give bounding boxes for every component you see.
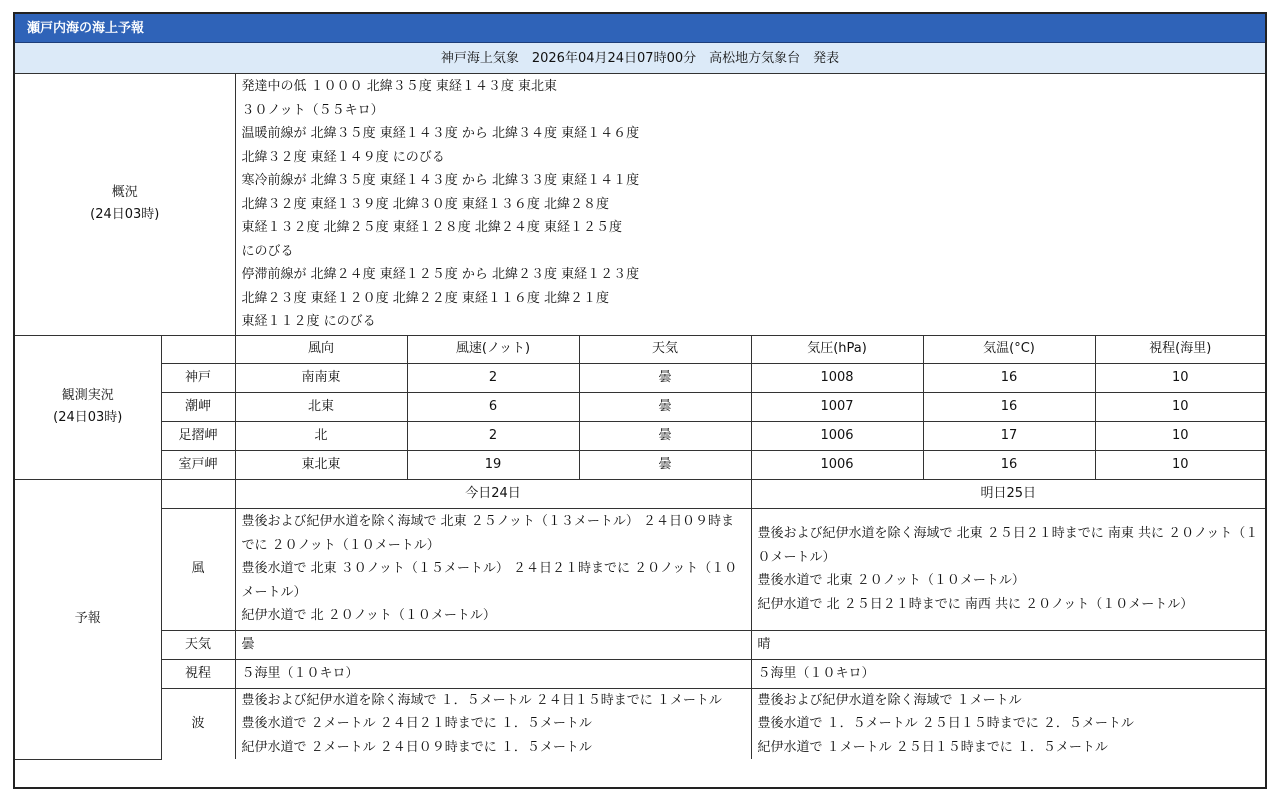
cell-temperature: 17: [923, 421, 1095, 450]
overview-text: [235, 74, 1265, 335]
wave-tomorrow-line: 豊後および紀伊水道を除く海域で １メートル: [757, 692, 1022, 708]
issue-info: 神戸海上気象 2026年04月24日07時00分 高松地方気象台 発表: [15, 43, 1265, 74]
wave-today-line: 豊後および紀伊水道を除く海域で １．５メートル ２４日１５時までに １メートル: [241, 692, 722, 708]
cell-weather: 曇: [579, 450, 751, 479]
col-header-wind-dir: 風向: [235, 335, 407, 363]
panel-title: 瀬戸内海の海上予報: [15, 14, 1265, 43]
cell-pressure: 1006: [751, 421, 923, 450]
cell-visibility: 10: [1095, 392, 1265, 421]
overview-line: にのびる: [241, 243, 294, 259]
col-header-temperature: 気温(°C): [923, 335, 1095, 363]
forecast-header-row: [15, 479, 1265, 508]
wind-label: 風: [161, 508, 235, 630]
cell-wind-dir: 北: [235, 421, 407, 450]
visibility-tomorrow: ５海里（１０キロ）: [751, 659, 1265, 688]
overview-line: 寒冷前線が 北緯３５度 東経１４３度 から 北緯３３度 東経１４１度: [241, 173, 640, 188]
col-header-pressure: 気圧(hPa): [751, 335, 923, 363]
wind-today-line: 豊後および紀伊水道を除く海域で 北東 ２５ノット（１３メートル） ２４日０９時までに ２０ノット（１０メートル）: [241, 514, 735, 553]
wind-tomorrow-line: 豊後水道で 北東 ２０ノット（１０メートル）: [757, 573, 1025, 588]
col-header-visibility: 視程(海里): [1095, 335, 1265, 363]
overview-label-cell: [15, 74, 235, 335]
forecast-table: [15, 74, 1265, 760]
observation-label: 観測実況: [61, 388, 114, 403]
table-row: [15, 450, 1265, 479]
overview-line: 北緯２３度 東経１２０度 北緯２２度 東経１１６度 北緯２１度: [241, 290, 610, 306]
cell-wind-speed: 2: [407, 363, 579, 392]
wave-tomorrow-line: 紀伊水道で １メートル ２５日１５時までに １．５メートル: [757, 739, 1108, 755]
wave-today: [235, 688, 751, 759]
cell-wind-dir: 東北東: [235, 450, 407, 479]
col-header-wind-speed: 風速(ノット): [407, 335, 579, 363]
forecast-header-empty: [161, 479, 235, 508]
weather-today: 曇: [235, 630, 751, 659]
cell-visibility: 10: [1095, 363, 1265, 392]
overview-time: (24日03時): [90, 207, 160, 223]
cell-pressure: 1006: [751, 450, 923, 479]
forecast-weather-row: [15, 630, 1265, 659]
forecast-wave-row: [15, 688, 1265, 759]
cell-pressure: 1008: [751, 363, 923, 392]
forecast-wind-row: [15, 508, 1265, 630]
forecast-label-cell: [15, 479, 161, 759]
cell-wind-speed: 2: [407, 421, 579, 450]
cell-wind-dir: 北東: [235, 392, 407, 421]
cell-weather: 曇: [579, 421, 751, 450]
wind-tomorrow-line: 紀伊水道で 北 ２５日２１時までに 南西 共に ２０ノット（１０メートル）: [757, 596, 1194, 612]
wave-tomorrow-line: 豊後水道で １．５メートル ２５日１５時までに ２．５メートル: [757, 716, 1134, 731]
forecast-tomorrow-header: 明日25日: [751, 479, 1265, 508]
cell-wind-speed: 19: [407, 450, 579, 479]
cell-visibility: 10: [1095, 421, 1265, 450]
cell-temperature: 16: [923, 392, 1095, 421]
station-header-empty: [161, 335, 235, 363]
station-name: 神戸: [161, 363, 235, 392]
observation-header-row: [15, 335, 1265, 363]
visibility-label: 視程: [161, 659, 235, 688]
wind-tomorrow: [751, 508, 1265, 630]
wind-today-line: 紀伊水道で 北 ２０ノット（１０メートル）: [241, 608, 496, 624]
forecast-panel: [13, 12, 1267, 789]
wind-today-line: 豊後水道で 北東 ３０ノット（１５メートル） ２４日２１時までに ２０ノット（１０メートル）: [241, 561, 738, 600]
forecast-label: 予報: [74, 611, 101, 626]
observation-time: (24日03時): [53, 410, 123, 425]
overview-row: [15, 74, 1265, 335]
overview-line: 温暖前線が 北緯３５度 東経１４３度 から 北緯３４度 東経１４６度: [241, 126, 640, 141]
wind-today: [235, 508, 751, 630]
overview-line: 東経１３２度 北緯２５度 東経１２８度 北緯２４度 東経１２５度: [241, 220, 623, 235]
weather-label: 天気: [161, 630, 235, 659]
overview-line: 東経１１２度 にのびる: [241, 314, 376, 329]
wave-label: 波: [161, 688, 235, 759]
cell-wind-dir: 南南東: [235, 363, 407, 392]
overview-label: 概況: [111, 185, 138, 201]
cell-temperature: 16: [923, 363, 1095, 392]
wave-today-line: 紀伊水道で ２メートル ２４日０９時までに １．５メートル: [241, 739, 592, 755]
cell-weather: 曇: [579, 392, 751, 421]
cell-temperature: 16: [923, 450, 1095, 479]
station-name: 足摺岬: [161, 421, 235, 450]
col-header-weather: 天気: [579, 335, 751, 363]
wave-today-line: 豊後水道で ２メートル ２４日２１時までに １．５メートル: [241, 716, 592, 731]
cell-weather: 曇: [579, 363, 751, 392]
table-row: [15, 392, 1265, 421]
cell-wind-speed: 6: [407, 392, 579, 421]
observation-label-cell: [15, 335, 161, 479]
visibility-today: ５海里（１０キロ）: [235, 659, 751, 688]
cell-visibility: 10: [1095, 450, 1265, 479]
table-row: [15, 421, 1265, 450]
station-name: 潮岬: [161, 392, 235, 421]
cell-pressure: 1007: [751, 392, 923, 421]
table-row: [15, 363, 1265, 392]
station-name: 室戸岬: [161, 450, 235, 479]
overview-line: 発達中の低 １０００ 北緯３５度 東経１４３度 東北東: [241, 79, 558, 94]
weather-tomorrow: 晴: [751, 630, 1265, 659]
overview-line: 北緯３２度 東経１３９度 北緯３０度 東経１３６度 北緯２８度: [241, 196, 610, 212]
wind-tomorrow-line: 豊後および紀伊水道を除く海域で 北東 ２５日２１時までに 南東 共に ２０ノット（１０メートル）: [757, 526, 1259, 565]
overview-line: 停滞前線が 北緯２４度 東経１２５度 から 北緯２３度 東経１２３度: [241, 267, 640, 282]
forecast-today-header: 今日24日: [235, 479, 751, 508]
overview-line: ３０ノット（５５キロ）: [241, 102, 384, 118]
overview-line: 北緯３２度 東経１４９度 にのびる: [241, 149, 445, 165]
forecast-visibility-row: [15, 659, 1265, 688]
wave-tomorrow: [751, 688, 1265, 759]
